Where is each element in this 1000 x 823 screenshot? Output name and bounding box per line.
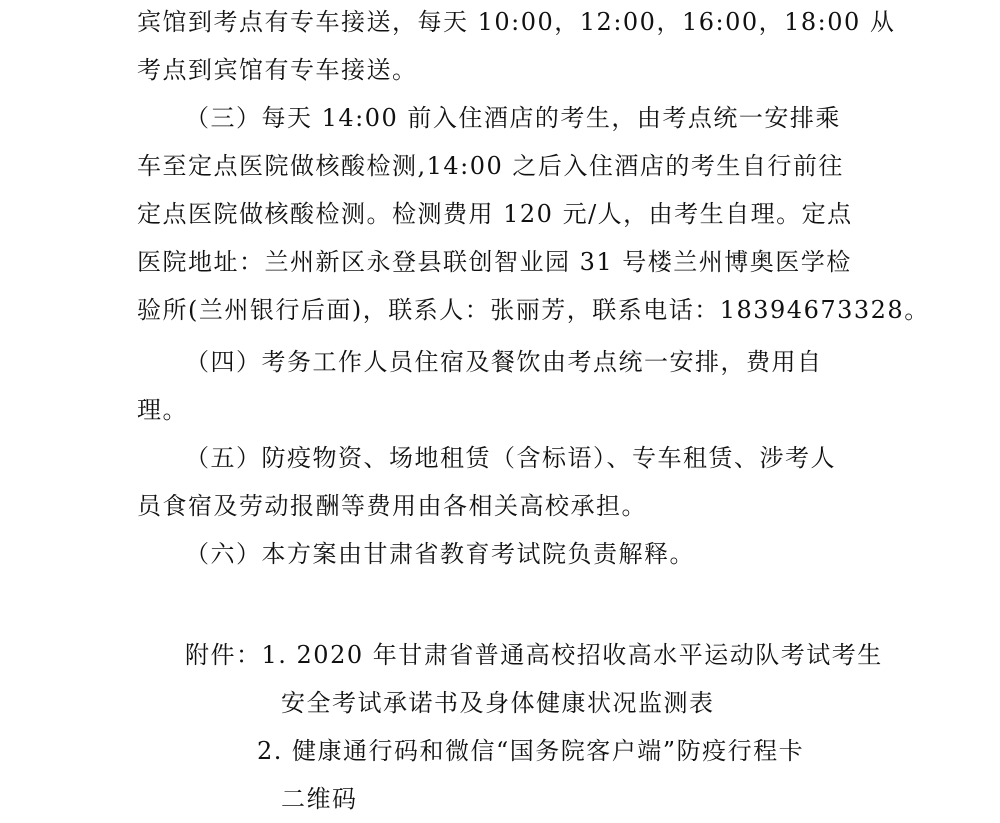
section-four-heading-line: （四）考务工作人员住宿及餐饮由考点统一安排，费用自 [185,348,823,376]
attachment-2-continuation: 二维码 [281,785,358,813]
attachment-1-continuation: 安全考试承诺书及身体健康状况监测表 [281,689,715,717]
section-six-heading-line: （六）本方案由甘肃省教育考试院负责解释。 [185,540,695,568]
paragraph-line: 考点到宾馆有专车接送。 [137,56,418,84]
paragraph-line: 定点医院做核酸检测。检测费用 120 元/人，由考生自理。定点 [137,200,853,228]
attachment-1-line: 附件：1. 2020 年甘肃省普通高校招收高水平运动队考试考生 [185,641,883,669]
paragraph-line: 理。 [137,396,188,424]
paragraph-line: 员食宿及劳动报酬等费用由各相关高校承担。 [137,492,647,520]
section-five-heading-line: （五）防疫物资、场地租赁（含标语）、专车租赁、涉考人 [185,444,836,472]
paragraph-line: 验所(兰州银行后面)，联系人：张丽芳，联系电话：18394673328。 [137,296,930,324]
attachment-2-line: 2. 健康通行码和微信“国务院客户端”防疫行程卡 [257,737,805,765]
section-three-heading-line: （三）每天 14:00 前入住酒店的考生，由考点统一安排乘 [185,104,841,132]
paragraph-line: 宾馆到考点有专车接送，每天 10:00，12:00，16:00，18:00 从 [137,8,896,36]
paragraph-line: 医院地址：兰州新区永登县联创智业园 31 号楼兰州博奥医学检 [137,248,852,276]
paragraph-line: 车至定点医院做核酸检测,14:00 之后入住酒店的考生自行前往 [137,152,844,180]
